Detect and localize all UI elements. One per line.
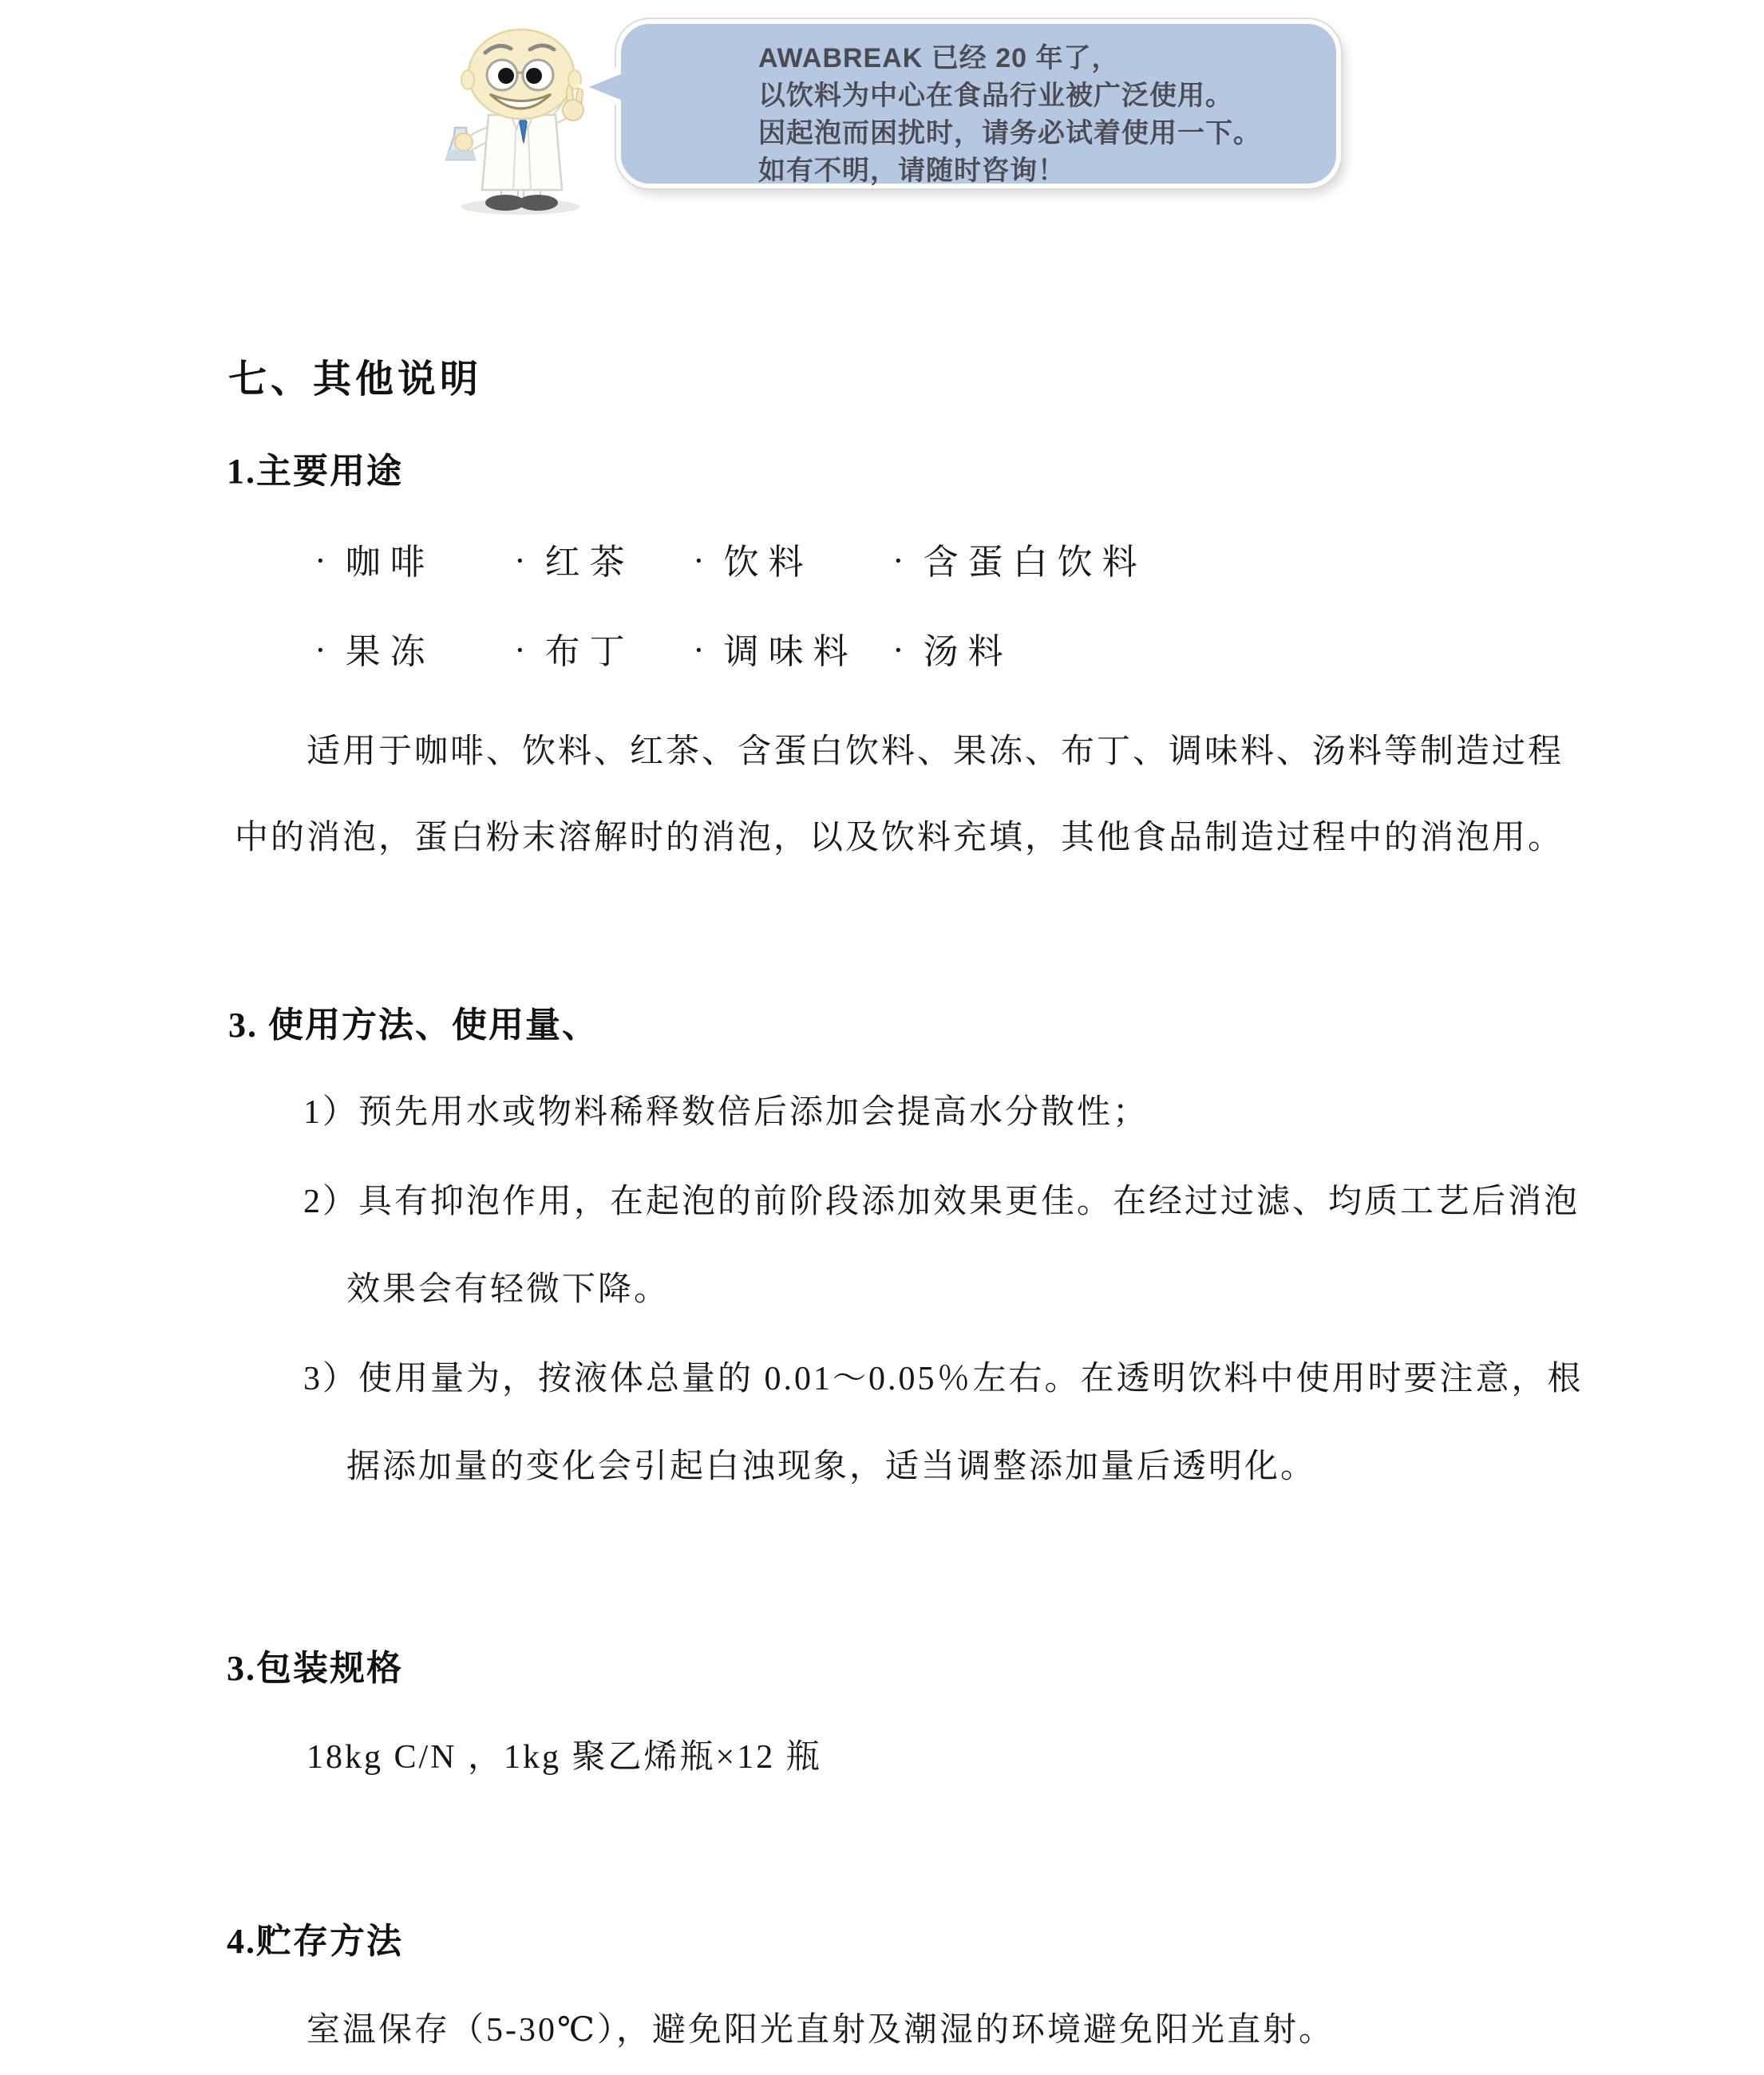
usage-paragraph-line-1: 适用于咖啡、饮料、红茶、含蛋白饮料、果冻、布丁、调味料、汤料等制造过程 bbox=[307, 733, 1564, 770]
method-item-2-line-2: 效果会有轻微下降。 bbox=[346, 1271, 670, 1308]
bubble-line-4: 如有不明，请随时咨询！ bbox=[758, 156, 1066, 186]
use-item-black-tea: · 红茶 bbox=[514, 541, 635, 582]
bullet-icon: · bbox=[892, 630, 904, 670]
use-item-beverage: · 饮料 bbox=[693, 541, 813, 582]
bullet-icon: · bbox=[892, 541, 904, 580]
hand bbox=[455, 133, 473, 151]
bullet-icon: · bbox=[514, 541, 526, 580]
storage-heading: 4.贮存方法 bbox=[227, 1922, 403, 1961]
bubble-line-3: 因起泡而困扰时，请务必试着使用一下。 bbox=[758, 118, 1261, 148]
method-item-3-line-2: 据添加量的变化会引起白浊现象，适当调整添加量后透明化。 bbox=[346, 1449, 1317, 1485]
packaging-heading: 3.包装规格 bbox=[227, 1649, 403, 1688]
use-item-soup: · 汤料 bbox=[892, 630, 1013, 671]
usage-paragraph-line-2: 中的消泡，蛋白粉末溶解时的消泡，以及饮料充填，其他食品制造过程中的消泡用。 bbox=[235, 820, 1564, 856]
use-item-coffee: · 咖啡 bbox=[314, 541, 435, 582]
speech-bubble-tail-fill bbox=[589, 73, 623, 101]
bubble-line-2: 以饮料为中心在食品行业被广泛使用。 bbox=[758, 81, 1233, 111]
bubble-line-1: AWABREAK 已经 20 年了， bbox=[758, 43, 1120, 73]
method-heading: 3. 使用方法、使用量、 bbox=[228, 1006, 599, 1045]
lab-scientist-mascot bbox=[439, 21, 603, 217]
use-item-pudding: · 布丁 bbox=[514, 630, 635, 671]
packaging-content: 18kg C/N ，1kg 聚乙烯瓶×12 瓶 bbox=[307, 1739, 822, 1776]
shoe bbox=[518, 195, 558, 211]
main-heading: 七、其他说明 bbox=[228, 358, 483, 401]
storage-content: 室温保存（5-30℃），避免阳光直射及潮湿的环境避免阳光直射。 bbox=[307, 2012, 1335, 2049]
bullet-icon: · bbox=[314, 630, 326, 670]
bullet-icon: · bbox=[693, 630, 705, 670]
speech-bubble bbox=[616, 19, 1341, 188]
usage-heading: 1.主要用途 bbox=[227, 452, 403, 491]
bullet-icon: · bbox=[314, 541, 326, 580]
lab-scientist-illustration bbox=[439, 21, 603, 217]
method-item-3-line-1: 3）使用量为，按液体总量的 0.01～0.05％左右。在透明饮料中使用时要注意，根 bbox=[303, 1361, 1584, 1397]
method-item-2-line-1: 2）具有抑泡作用，在起泡的前阶段添加效果更佳。在经过过滤、均质工艺后消泡 bbox=[303, 1184, 1580, 1220]
bullet-icon: · bbox=[514, 630, 526, 670]
bullet-icon: · bbox=[693, 541, 705, 580]
eye bbox=[498, 68, 514, 84]
method-item-1: 1）预先用水或物料稀释数倍后添加会提高水分散性； bbox=[303, 1094, 1149, 1131]
use-item-protein-drink: · 含蛋白饮料 bbox=[892, 541, 1147, 582]
use-item-jelly: · 果冻 bbox=[314, 630, 435, 671]
eye bbox=[526, 68, 542, 84]
use-item-seasoning: · 调味料 bbox=[693, 630, 858, 671]
